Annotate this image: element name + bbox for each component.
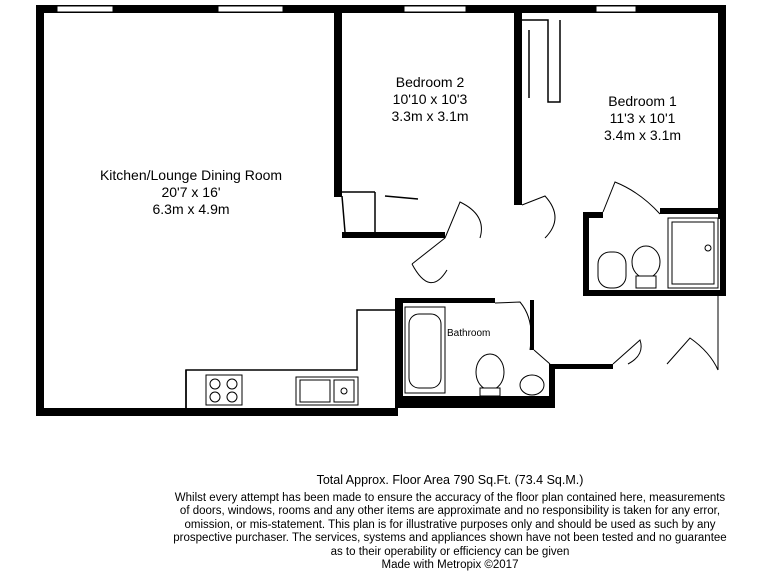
footer bbox=[150, 474, 750, 573]
room-name: Bedroom 2 bbox=[395, 74, 465, 90]
room-name: Bedroom 1 bbox=[608, 93, 677, 109]
credit: Made with Metropix ©2017 bbox=[381, 559, 519, 571]
disclaimer-line: as to their operability or efficiency can be given bbox=[330, 545, 570, 558]
room-size-imperial: 20'7 x 16' bbox=[161, 184, 221, 200]
room-name: Bathroom bbox=[447, 328, 491, 339]
room-size-metric: 6.3m x 4.9m bbox=[152, 201, 230, 217]
room-label-bedroom-1 bbox=[570, 93, 715, 144]
hob bbox=[206, 375, 242, 405]
room-label-bathroom bbox=[447, 328, 490, 340]
disclaimer-line: omission, or mis-statement. This plan is for illustrative purposes only and should be used as such by any bbox=[184, 518, 716, 531]
bath-fixtures bbox=[405, 218, 718, 396]
room-size-metric: 3.4m x 3.1m bbox=[603, 127, 682, 143]
room-size-metric: 3.3m x 3.1m bbox=[391, 108, 469, 124]
disclaimer-line: of doors, windows, rooms and any other items are approximate and no responsibility is taken for any error, bbox=[179, 505, 721, 517]
room-label-bedroom-2 bbox=[355, 74, 505, 125]
disclaimer-line: Whilst every attempt has been made to ensure the accuracy of the floor plan contained here, measurements bbox=[174, 491, 726, 504]
room-name: Kitchen/Lounge Dining Room bbox=[99, 167, 283, 183]
sink bbox=[296, 377, 358, 405]
disclaimer-line: prospective purchaser. The services, systems and appliances shown have not been tested and no guarantee bbox=[173, 532, 727, 544]
room-label-kitchen bbox=[60, 167, 322, 218]
room-size-imperial: 11'3 x 10'1 bbox=[609, 110, 676, 126]
total-floor-area: Total Approx. Floor Area 790 Sq.Ft. (73.4 Sq.M.) bbox=[316, 473, 584, 487]
room-size-imperial: 10'10 x 10'3 bbox=[392, 91, 468, 107]
